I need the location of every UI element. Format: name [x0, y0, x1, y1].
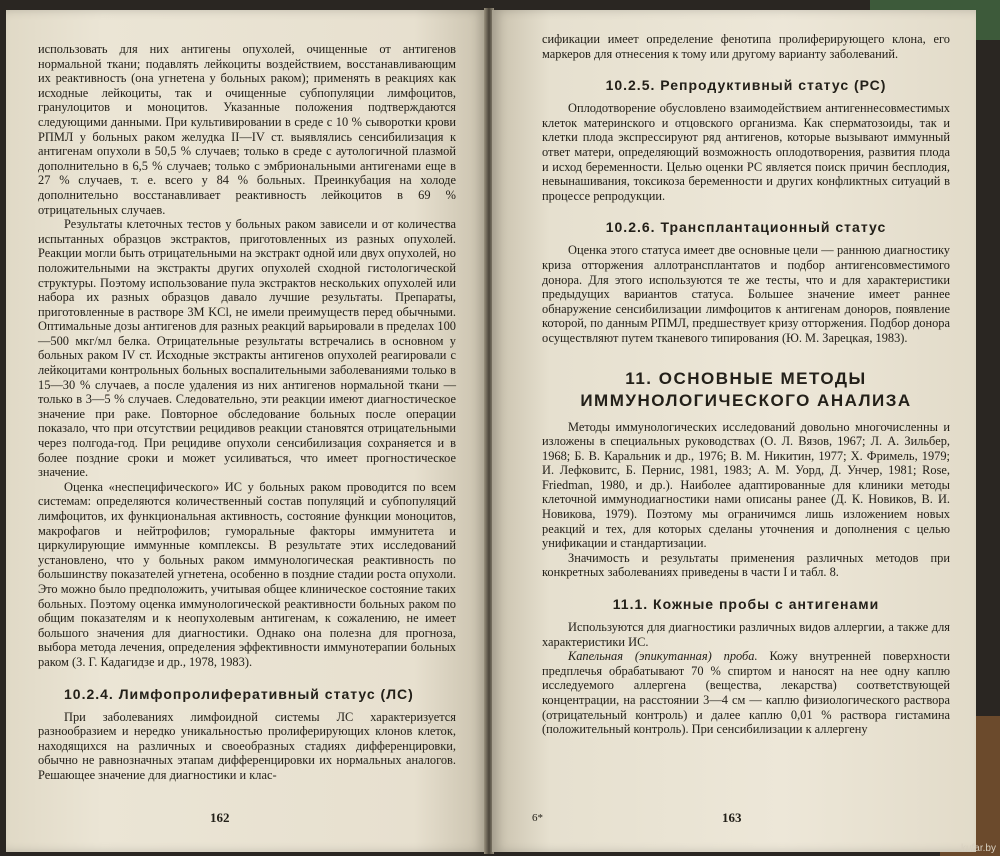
right-page [492, 10, 976, 852]
left-page [6, 10, 486, 852]
paragraph: Значимость и результаты применения различных методов при конкретных заболеваниях приведены в части I и табл. 8. [542, 550, 950, 580]
paragraph: Методы иммунологических исследований довольно многочисленны и изложены в специальных руководствах (О. Л. Вязов, 1967; Л. А. Зильбер, 1968; Б. В. Каральник и др., 1976; В. М. Никитин, 1977; Х. Фримель, 1979; И. Лефковитс, Б. Пернис, 1981, 1983; А. М. Уорд, Д. Унчер, 1981; Rose, Friedman, 1980, и др.). Наиболее адаптированные для клиники методы клеточной иммунодиагностики нами описаны ранее (Д. К. Новиков, В. И. Новикова, 1979). Поэтому мы ограничимся лишь изложением новых реакций и тех, для которых сделаны уточнения и дополнения с целью унификации и стандартизации. [542, 419, 950, 551]
left-page-column [38, 42, 456, 783]
term-italic: Капельная (эпикутанная) проба. [568, 649, 758, 664]
page-number: 162 [210, 810, 230, 825]
paragraph: Оплодотворение обусловлено взаимодействием антигеннесовместимых клеток материнского и отцовского организма. Как сперматозоиды, так и клетки плода экспрессируют ряд антигенов, которые вызывают иммунный ответ матери, определяющий возможность оплодотворения, развития плода и исход беременности. Целью оценки РС является поиск причин бесплодия, невынашивания, токсикоза беременности и других конфликтных ситуаций в процессе репродукции. [542, 101, 950, 203]
section-heading: 10.2.4. Лимфопролиферативный статус (ЛС) [64, 685, 414, 702]
paragraph: сификации имеет определение фенотипа пролиферирующего клона, его маркеров для отнесения к тому или другому варианту заболеваний. [542, 32, 950, 61]
paragraph: Оценка этого статуса имеет две основные цели — раннюю диагностику криза отторжения аллотрансплантатов и подбор антигенсовместимого донора. Для этого используются те же тесты, что и для характеристики предыдущих вариантов статуса. Большее значение имеет раннее обнаружение сенсибилизации лимфоцитов к антигенам доноров, появление которой, по данным РПМЛ, предшествует кризу отторжения. Подбор донора осуществляют путем тканевого типирования (Ю. М. Зарецкая, 1983). [542, 243, 950, 345]
page-number: 163 [722, 810, 742, 825]
paragraph [542, 649, 950, 737]
section-heading: 11.1. Кожные пробы с антигенами [612, 596, 880, 613]
paragraph: использовать для них антигены опухолей, очищенные от антигенов нормальной ткани; подавлять лейкоциты воздействием, восстанавливающим их реактивность (она угнетена у больных раком); применять в реакциях как исходные лейкоциты, так и очищенные субпопуляции лимфоцитов, гранулоцитов и моноцитов. Указанные положения подтверждаются следующими данными. При культивировании в среде с 10 % сыворотки крови РПМЛ у больных раком желудка II—IV ст. выявлялись сенсибилизация к антигенам опухоли в 50,5 % случаев; только в среде с аутологичной плазмой дополнительно в 6,5 % случаев; только с эмбриональными антигенами еще в 27 % случаев, т. е. всего у 84 % больных. Преинкубация на холоде дополнительно восстанавливает реактивность лейкоцитов в 69 % отрицательных случаев. [38, 42, 456, 217]
chapter-title [542, 368, 950, 412]
right-page-column [542, 32, 950, 737]
chapter-title-line: ИММУНОЛОГИЧЕСКОГО АНАЛИЗА [580, 390, 912, 410]
signature-mark: 6* [532, 812, 543, 824]
paragraph-body: Кожу внутренней поверхности предплечья обрабатывают 70 % спиртом и наносят на нее одну каплю исследуемого аллергена (вещества, лекарства) соответствующей концентрации, на расстоянии 3—4 см — каплю физиологического раствора (отрицательный контроль) и далее каплю 0,01 % раствора гистамина (положительный контроль). При сенсибилизации к аллергену [542, 649, 950, 737]
watermark: kufar.by [960, 843, 996, 854]
section-heading: 10.2.6. Трансплантационный статус [605, 219, 887, 236]
paragraph: Используются для диагностики различных видов аллергии, а также для характеристики ИС. [542, 620, 950, 649]
section-heading: 10.2.5. Репродуктивный статус (РС) [605, 77, 887, 94]
paragraph: Оценка «неспецифического» ИС у больных раком проводится по всем системам: определяются количественный состав популяций и субпопуляций лимфоцитов, их функциональная активность, состояние функции моноцитов, макрофагов и нейтрофилов; гуморальные факторы иммунитета и циркулирующие иммунные комплексы. В результате этих исследований установлено, что у больных раком иммунологическая реактивность по большинству показателей угнетена, особенно в поздние стадии роста опухоли. Это можно было предположить, учитывая общее клиническое состояние таких больных. Поэтому оценка иммунологической реактивности больных раком по общим показателям и к неопухолевым антигенам, к сожалению, не имеет большого значения для диагностики. Однако она полезна для прогноза, выбора метода лечения, определения эффективности иммунотерапии больных раком (З. Г. Кадагидзе и др., 1978, 1983). [38, 479, 456, 669]
chapter-title-line: 11. ОСНОВНЫЕ МЕТОДЫ [625, 368, 867, 388]
paragraph: Результаты клеточных тестов у больных раком зависели и от количества испытанных образцов экстрактов, приготовленных из разных опухолей. Реакции могли быть отрицательными на экстракт одной или двух опухолей, но положительными на экстракты других опухолей сходной гистологической структуры. Поэтому использование пула экстрактов нескольких опухолей или набора их разных образцов давало лучшие результаты. Препараты, приготовленные в растворе 3М KCl, не имели преимуществ перед обычными. Оптимальные дозы антигенов для разных реакций варьировали в пределах 100—500 мкг/мл белка. Отрицательные результаты встречались в основном у больных раком IV ст. Исходные экстракты антигенов опухолей реагировали с лейкоцитами контрольных больных воспалительными заболеваниями только в 15—30 % случаев, а после удаления из них антигенов нормальной ткани — только в 3—5 % случаев. Следовательно, эти реакции имеют диагностическое значение при раке. Повторное обследование больных после операции показало, что при отсутствии рецидивов реакции становятся отрицательными через полгода-год. При рецидиве опухоли сенсибилизация сохраняется и в более поздние сроки и может усиливаться, что имеет прогностическое значение. [38, 217, 456, 480]
paragraph: При заболеваниях лимфоидной системы ЛС характеризуется разнообразием и нередко уникальностью пролиферирующих клонов клеток, находящихся на различных и своеобразных стадиях дифференцировки, обычно не равнозначных этапам дифференцировки их нормальных аналогов. Решающее значение для диагностики и клас- [38, 709, 456, 782]
